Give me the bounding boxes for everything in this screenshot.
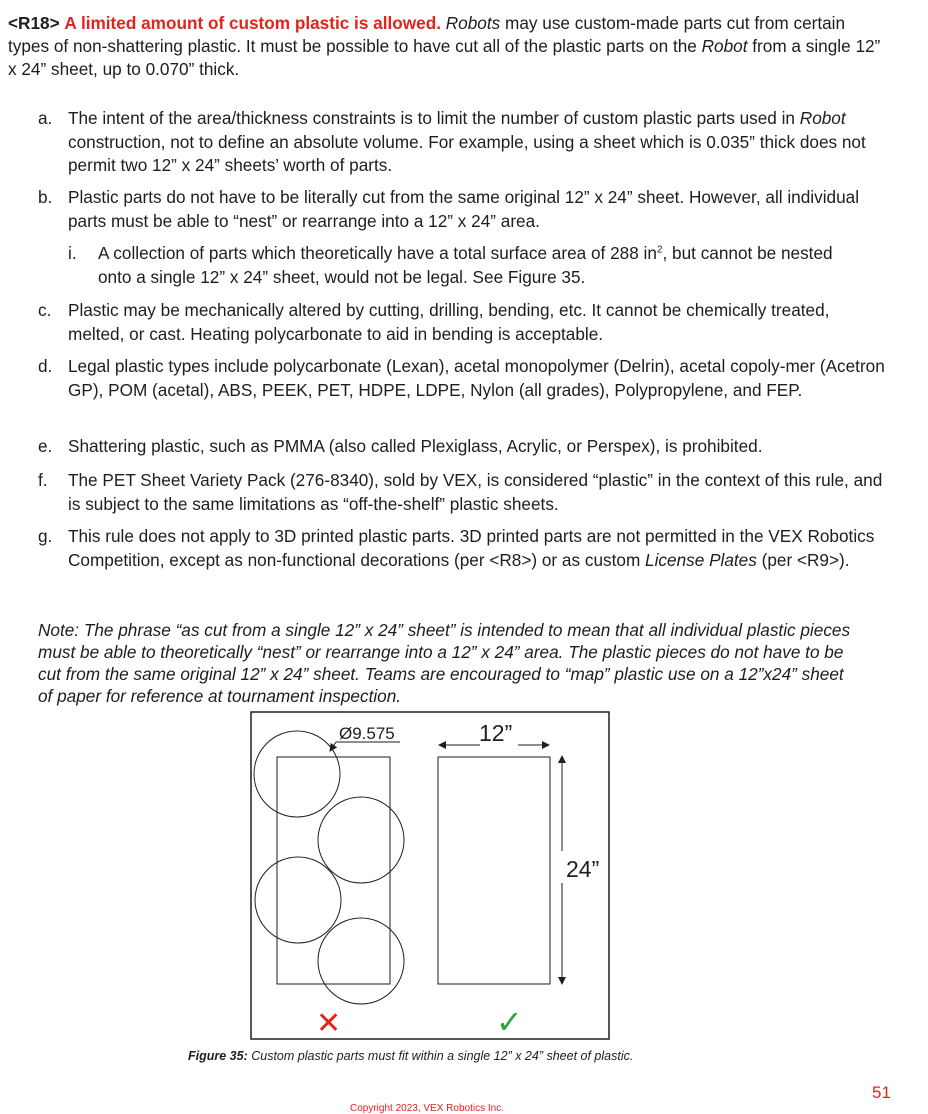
figure-35-diagram: [250, 711, 610, 1041]
rule-term: Robot: [701, 36, 748, 56]
list-text: Plastic parts do not have to be literally cut from the same original 12” x 24” sheet. However, all individual parts must be able to “nest” or rearrange into a 12” x 24” area.: [68, 187, 860, 231]
list-marker: e.: [38, 436, 53, 456]
list-text: The PET Sheet Variety Pack (276-8340), sold by VEX, is considered “plastic” in the context of this rule, and is subject to the same limitations as “off-the-shelf” plastic sheets.: [68, 470, 883, 514]
diameter-label: Ø9.575: [339, 724, 395, 743]
figure-caption: [188, 1049, 748, 1063]
rule-body: may use custom-made parts cut from certain types of non-shattering plastic. It must be possible to have cut all of the plastic parts on the: [8, 13, 846, 56]
invalid-x-icon: ✕: [316, 1006, 342, 1041]
caption-text: Custom plastic parts must fit within a single 12” x 24” sheet of plastic.: [247, 1049, 634, 1063]
rule-r18: [8, 12, 888, 81]
plastic-circle-part: [318, 918, 404, 1004]
list-marker: a.: [38, 108, 53, 128]
list-marker: b.: [38, 187, 53, 207]
list-text: Plastic may be mechanically altered by cutting, drilling, bending, etc. It cannot be chemically treated, melted, or cast. Heating polycarbonate to aid in bending is acceptable.: [68, 300, 830, 344]
valid-check-icon: ✓: [496, 1003, 523, 1041]
list-marker: c.: [38, 300, 52, 320]
list-text: The intent of the area/thickness constraints is to limit the number of custom plastic parts used in Robot construction, not to define an absolute volume. For example, using a sheet which is 0.035” thick does not permit two 12” x 24” sheets’ worth of parts.: [68, 108, 866, 175]
figure-frame: [251, 712, 609, 1039]
plastic-circle-part: [254, 731, 340, 817]
note-paragraph: Note: The phrase “as cut from a single 12” x 24” sheet” is intended to mean that all individual plastic pieces must be able to theoretically “nest” or rearrange into a 12” x 24” area. The plastic pieces do not have to be cut from the same original 12” x 24” sheet. Teams are encouraged to “map” plastic use on a 12”x24” sheet of paper for reference at tournament inspection.: [38, 620, 851, 706]
height-label: 24”: [566, 856, 600, 882]
list-text: This rule does not apply to 3D printed plastic parts. 3D printed parts are not permitted in the VEX Robotics Competition, except as non-functional decorations (per <R8>) or as custom License Plates (per <R9>).: [68, 526, 875, 570]
invalid-sheet-outline: [277, 757, 390, 984]
list-marker: f.: [38, 470, 48, 490]
plastic-circle-part: [318, 797, 404, 883]
caption-label: Figure 35:: [188, 1049, 248, 1063]
rule-id: <R18>: [8, 13, 60, 33]
width-label: 12”: [479, 720, 513, 746]
rule-body: from a single 12” x 24” sheet, up to 0.070” thick.: [8, 36, 881, 79]
plastic-circle-part: [255, 857, 341, 943]
list-marker: g.: [38, 526, 53, 546]
valid-sheet-outline: [438, 757, 550, 984]
rule-term: Robots: [445, 13, 501, 33]
copyright-text: Copyright 2023, VEX Robotics Inc.: [350, 1103, 504, 1114]
list-text: A collection of parts which theoretically have a total surface area of 288 $in^2$, but cannot be nested onto a single 12” x 24” sheet, would not be legal. See Figure 35.: [98, 243, 833, 287]
list-marker: i.: [68, 243, 77, 263]
list-text: Legal plastic types include polycarbonate (Lexan), acetal monopolymer (Delrin), acetal copoly-mer (Acetron GP), POM (acetal), ABS, PEEK, PET, HDPE, LDPE, Nylon (all grades), Polypropylene, and FEP.: [68, 356, 885, 400]
page-number: 51: [872, 1083, 891, 1102]
list-marker: d.: [38, 356, 53, 376]
rule-title: A limited amount of custom plastic is allowed.: [64, 13, 441, 33]
list-text: Shattering plastic, such as PMMA (also called Plexiglass, Acrylic, or Perspex), is prohibited.: [68, 436, 763, 456]
